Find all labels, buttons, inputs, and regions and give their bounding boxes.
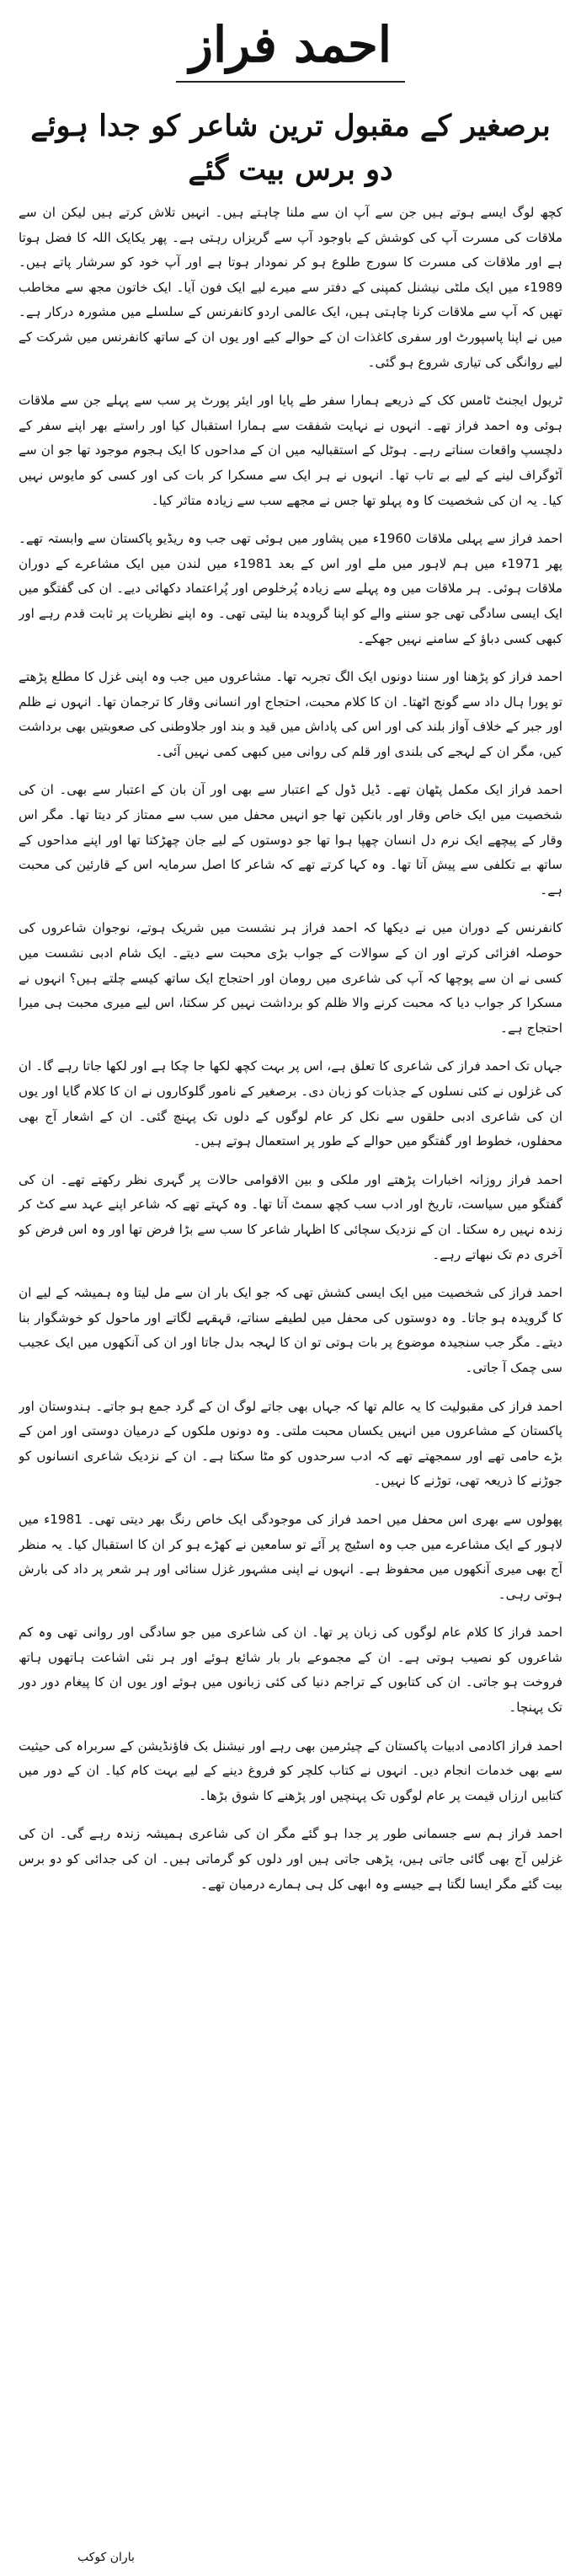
article-paragraph: احمد فراز کو پڑھنا اور سننا دونوں ایک الگ تجربہ تھا۔ مشاعروں میں جب وہ اپنی غزل کا مطلع پڑھتے تو پورا ہال داد سے گونج اٹھتا۔ ان کا کلام محبت، احتجاج اور انسانی وقار کا ترجمان تھا۔ انہوں نے ظلم اور جبر کے خلاف آواز بلند کی اور اس کی پاداش میں قید و بند اور جلاوطنی کی صعوبتیں بھی برداشت کیں، مگر ان کے لہجے کی بلندی اور قلم کی روانی میں کبھی کمی نہیں آئی۔ <box>19 669 562 759</box>
article-title: احمد فراز <box>176 12 405 83</box>
masthead <box>19 12 562 83</box>
article-headline: برصغیر کے مقبول ترین شاعر کو جدا ہوئے دو برس بیت گئے <box>30 109 551 187</box>
article-paragraph: احمد فراز کی مقبولیت کا یہ عالم تھا کہ جہاں بھی جاتے لوگ ان کے گرد جمع ہو جاتے۔ ہندوستان اور پاکستان کے مشاعروں میں انہیں یکساں محبت ملتی۔ وہ دونوں ملکوں کے درمیان دوستی اور امن کے بڑے حامی تھے اور سمجھتے تھے کہ ادب سرحدوں کو مٹا سکتا ہے۔ ان کے نزدیک شاعری انسانوں کو جوڑنے کا ذریعہ تھی، توڑنے کا نہیں۔ <box>19 1398 562 1489</box>
article-paragraph: احمد فراز ہم سے جسمانی طور پر جدا ہو گئے مگر ان کی شاعری ہمیشہ زندہ رہے گی۔ ان کی غزلیں آج بھی گائی جاتی ہیں، پڑھی جاتی ہیں اور دلوں کو گرماتی ہیں۔ ان کی جدائی کو دو برس بیت گئے مگر ایسا لگتا ہے جیسے وہ ابھی کل ہی ہمارے درمیان تھے۔ <box>19 1826 562 1892</box>
article-byline: باران کوکب <box>77 2551 135 2564</box>
article-paragraph: احمد فراز اکادمی ادبیات پاکستان کے چیئرمین بھی رہے اور نیشنل بک فاؤنڈیشن کے سربراہ کی حیثیت سے بھی خدمات انجام دیں۔ انہوں نے کتاب کلچر کو فروغ دینے کے لیے بہت کام کیا۔ ان کے دور میں کتابیں ارزاں قیمت پر عام لوگوں تک پہنچیں اور پڑھنے کا شوق بڑھا۔ <box>19 1738 562 1803</box>
article-paragraph: احمد فراز روزانہ اخبارات پڑھتے اور ملکی و بین الاقوامی حالات پر گہری نظر رکھتے تھے۔ ان کی گفتگو میں سیاست، تاریخ اور ادب سب کچھ سمٹ آتا تھا۔ وہ کہتے تھے کہ شاعر اپنے عہد سے کٹ کر زندہ نہیں رہ سکتا۔ ان کے نزدیک سچائی کا اظہار شاعر کا سب سے بڑا فرض تھا اور وہ اس فرض کو آخری دم تک نبھاتے رہے۔ <box>19 1171 562 1262</box>
article-paragraph: احمد فراز کا کلام عام لوگوں کی زبان پر تھا۔ ان کی شاعری میں جو سادگی اور روانی تھی وہ کم شاعروں کو نصیب ہوتی ہے۔ ان کے مجموعے بار بار شائع ہوئے اور ہر نئی اشاعت ہاتھوں ہاتھ فروخت ہو جاتی۔ ان کی کتابوں کے تراجم دنیا کی کئی زبانوں میں ہوئے اور یوں ان کا پیغام دور دور تک پہنچا۔ <box>19 1625 562 1716</box>
article-paragraph: پھولوں سے بھری اس محفل میں احمد فراز کی موجودگی ایک خاص رنگ بھر دیتی تھی۔ 1981ء میں لاہور کے ایک مشاعرے میں جب وہ اسٹیج پر آئے تو سامعین نے کھڑے ہو کر ان کا استقبال کیا۔ یہ منظر آج بھی میری آنکھوں میں محفوظ ہے۔ انہوں نے اپنی مشہور غزل سنائی اور ہر شعر پر داد کی بارش ہوتی رہی۔ <box>19 1511 562 1602</box>
article-paragraph: ٹریول ایجنٹ ٹامس کک کے ذریعے ہمارا سفر طے پایا اور ایئر پورٹ پر سب سے پہلے جن سے ملاقات ہوئی وہ احمد فراز تھے۔ انہوں نے نہایت شفقت سے ہمارا استقبال کیا اور راستے بھر اپنے سفر کے دلچسپ واقعات سناتے رہے۔ ہوٹل کے استقبالیہ میں ان کے مداحوں کا ایک ہجوم موجود تھا جو ان سے آٹوگراف لینے کے لیے بے تاب تھا۔ انہوں نے ہر ایک سے مسکرا کر بات کی اور کسی کو مایوس نہیں کیا۔ یہ ان کی شخصیت کا وہ پہلو تھا جس نے مجھے سب سے زیادہ متاثر کیا۔ <box>19 393 562 508</box>
article-paragraph: احمد فراز ایک مکمل پٹھان تھے۔ ڈیل ڈول کے اعتبار سے بھی اور آن بان کے اعتبار سے بھی۔ ان کی شخصیت میں ایک خاص وقار اور بانکپن تھا جو انہیں محفل میں سب سے ممتاز کر دیتا تھا۔ مگر اس وقار کے پیچھے ایک نرم دل انسان چھپا ہوا تھا جو دوستوں کے لیے جان چھڑکتا تھا اور اپنے مداحوں کے ساتھ بے تکلفی سے پیش آتا تھا۔ وہ کہا کرتے تھے کہ شاعر کا اصل سرمایہ اس کے قارئین کی محبت ہے۔ <box>19 782 562 897</box>
article-paragraph: کچھ لوگ ایسے ہوتے ہیں جن سے آپ ان سے ملنا چاہتے ہیں۔ انہیں تلاش کرتے ہیں لیکن ان سے ملاقات کی مسرت آپ کی کوشش کے باوجود آپ سے گریزاں رہتی ہے۔ پھر یکایک اللہ کا فضل ہوتا ہے اور ملاقات کی مسرت کا سورج طلوع ہو کر نمودار ہوتا ہے اور آپ خود کو سرشار پاتے ہیں۔ 1989ء میں ایک ملٹی نیشنل کمپنی کے دفتر سے میرے لیے ایک فون آیا۔ ایک خاتون مجھ سے مخاطب تھیں کہ آپ سے ملاقات کرنا چاہتی ہیں، ایک عالمی اردو کانفرنس کے سلسلے میں مشورہ درکار ہے۔ میں نے اپنا پاسپورٹ اور سفری کاغذات ان کے حوالے کیے اور یوں ان کے ساتھ کانفرنس میں شرکت کے لیے روانگی کی تیاری شروع ہو گئی۔ <box>19 205 562 370</box>
article-paragraph: جہاں تک احمد فراز کی شاعری کا تعلق ہے، اس پر بہت کچھ لکھا جا چکا ہے اور لکھا جاتا رہے گا۔ ان کی غزلوں نے کئی نسلوں کے جذبات کو زبان دی۔ برصغیر کے نامور گلوکاروں نے ان کا کلام گایا اور یوں ان کی شاعری ادبی حلقوں سے نکل کر عام لوگوں کے دلوں تک پہنچ گئی۔ ان کے اشعار آج بھی محفلوں، خطوط اور گفتگو میں حوالے کے طور پر استعمال ہوتے ہیں۔ <box>19 1058 562 1149</box>
article-paragraph: کانفرنس کے دوران میں نے دیکھا کہ احمد فراز ہر نشست میں شریک ہوتے، نوجوان شاعروں کی حوصلہ افزائی کرتے اور ان کے سوالات کے جواب بڑی محبت سے دیتے۔ ایک شام ادبی نشست میں کسی نے ان سے پوچھا کہ آپ کی شاعری میں رومان اور احتجاج ایک ساتھ کیسے چلتے ہیں؟ انہوں نے مسکرا کر جواب دیا کہ محبت کرنے والا ظلم کو برداشت نہیں کر سکتا، اس لیے میری محبت ہی میرا احتجاج ہے۔ <box>19 920 562 1036</box>
article-body <box>19 201 562 2547</box>
article-paragraph: احمد فراز کی شخصیت میں ایک ایسی کشش تھی کہ جو ایک بار ان سے مل لیتا وہ ہمیشہ کے لیے ان کا گرویدہ ہو جاتا۔ وہ دوستوں کی محفل میں لطیفے سناتے، قہقہے لگاتے اور ماحول کو خوشگوار بنا دیتے۔ مگر جب سنجیدہ موضوع پر بات ہوتی تو ان کا لہجہ بدل جاتا اور ان کی آنکھوں میں ایک عجیب سی چمک آ جاتی۔ <box>19 1285 562 1375</box>
article-paragraph: احمد فراز سے پہلی ملاقات 1960ء میں پشاور میں ہوئی تھی جب وہ ریڈیو پاکستان سے وابستہ تھے۔ پھر 1971ء میں ہم لاہور میں ملے اور اس کے بعد 1981ء میں لندن میں ایک مشاعرے کے دوران ملاقات ہوئی۔ ہر ملاقات میں وہ پہلے سے زیادہ پُرخلوص اور پُراعتماد دکھائی دیے۔ ان کی گفتگو میں ایک ایسی سادگی تھی جو سننے والے کو اپنا گرویدہ بنا لیتی تھی۔ وہ اپنے نظریات پر ثابت قدم رہے اور کبھی کسی دباؤ کے سامنے نہیں جھکے۔ <box>19 531 562 646</box>
